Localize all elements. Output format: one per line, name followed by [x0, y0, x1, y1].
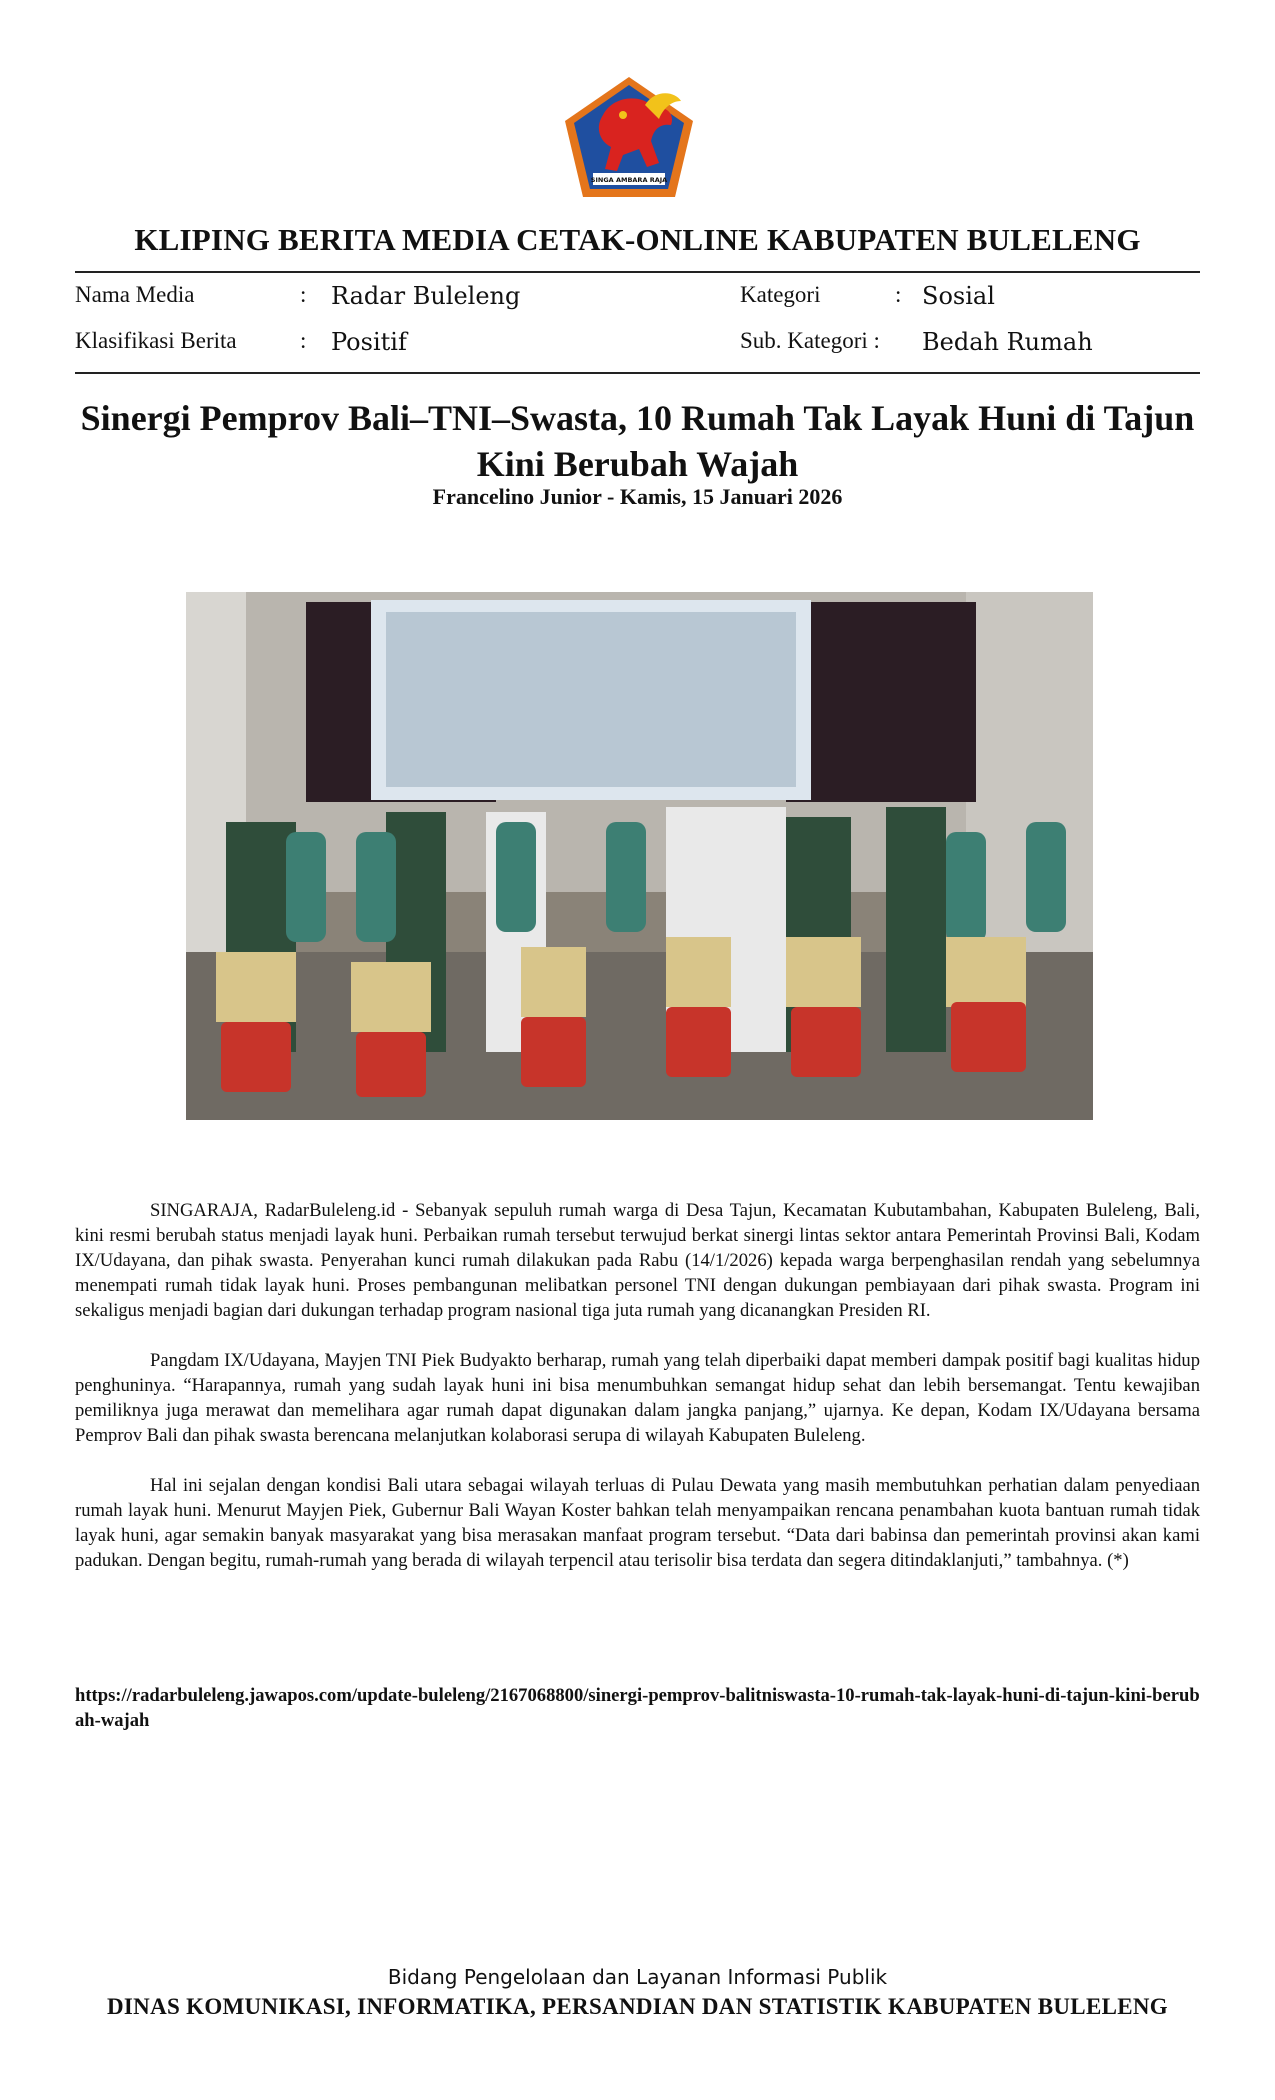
divider-bottom [75, 372, 1200, 374]
klasifikasi-label: Klasifikasi Berita [75, 328, 237, 353]
media-separator: : [300, 282, 307, 307]
svg-text:SINGA AMBARA RAJA: SINGA AMBARA RAJA [590, 176, 668, 184]
article-byline: Francelino Junior - Kamis, 15 Januari 2026 [432, 484, 843, 509]
divider-top [75, 271, 1200, 273]
media-label: Nama Media [75, 282, 195, 307]
article-paragraph: Pangdam IX/Udayana, Mayjen TNI Piek Budyakto berharap, rumah yang telah diperbaiki dapat memberi dampak positif bagi kualitas hidup penghuninya. “Harapannya, rumah yang sudah layak huni ini bisa menumbuhkan semangat hidup sehat dan lebih bersemangat. Tentu kewajiban pemiliknya juga merawat dan memelihara agar rumah dapat digunakan dalam jangka panjang,” ujarnya. Ke depan, Kodam IX/Udayana bersama Pemprov Bali dan pihak swasta berencana melanjutkan kolaborasi serupa di wilayah Kabupaten Buleleng. [75, 1350, 1200, 1446]
article-photo [186, 592, 1093, 1120]
footer-department: Bidang Pengelolaan dan Layanan Informasi Publik [387, 1965, 888, 1989]
subkategori-value: Bedah Rumah [922, 328, 1093, 356]
article-paragraph: SINGARAJA, RadarBuleleng.id - Sebanyak sepuluh rumah warga di Desa Tajun, Kecamatan Kubutambahan, Kabupaten Buleleng, Bali, kini resmi berubah status menjadi layak huni. Perbaikan rumah tersebut terwujud berkat sinergi lintas sektor antara Pemerintah Provinsi Bali, Kodam IX/Udayana, dan pihak swasta. Penyerahan kunci rumah dilakukan pada Rabu (14/1/2026) kepada warga berpenghasilan rendah yang sebelumnya menempati rumah tidak layak huni. Proses pembangunan melibatkan personel TNI dengan dukungan pembiayaan dari pihak swasta. Program ini sekaligus menjadi bagian dari dukungan terhadap program nasional tiga juta rumah yang dicanangkan Presiden RI. [75, 1200, 1200, 1321]
kategori-separator: : [895, 282, 902, 307]
kategori-value: Sosial [922, 282, 995, 310]
kategori-label: Kategori [740, 282, 821, 307]
source-url[interactable]: https://radarbuleleng.jawapos.com/update-buleleng/2167068800/sinergi-pemprov-balitniswasta-10-rumah-tak-layak-huni-di-tajun-kini-berubah-wajah [75, 1685, 1200, 1731]
article-title: Sinergi Pemprov Bali–TNI–Swasta, 10 Rumah Tak Layak Huni di Tajun Kini Berubah Wajah [80, 398, 1195, 484]
media-value: Radar Buleleng [331, 282, 521, 310]
klasifikasi-separator: : [300, 328, 307, 353]
klasifikasi-value: Positif [331, 328, 407, 356]
article-body [75, 1198, 1200, 1598]
document-header: KLIPING BERITA MEDIA CETAK-ONLINE KABUPATEN BULELENG [134, 222, 1141, 257]
subkategori-label: Sub. Kategori : [740, 328, 880, 353]
buleleng-logo [563, 75, 695, 199]
article-paragraph: Hal ini sejalan dengan kondisi Bali utara sebagai wilayah terluas di Pulau Dewata yang masih membutuhkan perhatian dalam penyediaan rumah layak huni. Menurut Mayjen Piek, Gubernur Bali Wayan Koster bahkan telah menyampaikan rencana penambahan kuota bantuan rumah tidak layak huni, agar semakin banyak masyarakat yang bisa merasakan manfaat program tersebut. “Data dari babinsa dan pemerintah provinsi akan kami padukan. Dengan begitu, rumah-rumah yang berada di wilayah terpencil atau terisolir bisa terdata dan segera ditindaklanjuti,” tambahnya. (*) [75, 1475, 1200, 1571]
footer-agency: DINAS KOMUNIKASI, INFORMATIKA, PERSANDIAN DAN STATISTIK KABUPATEN BULELENG [107, 1994, 1168, 2019]
